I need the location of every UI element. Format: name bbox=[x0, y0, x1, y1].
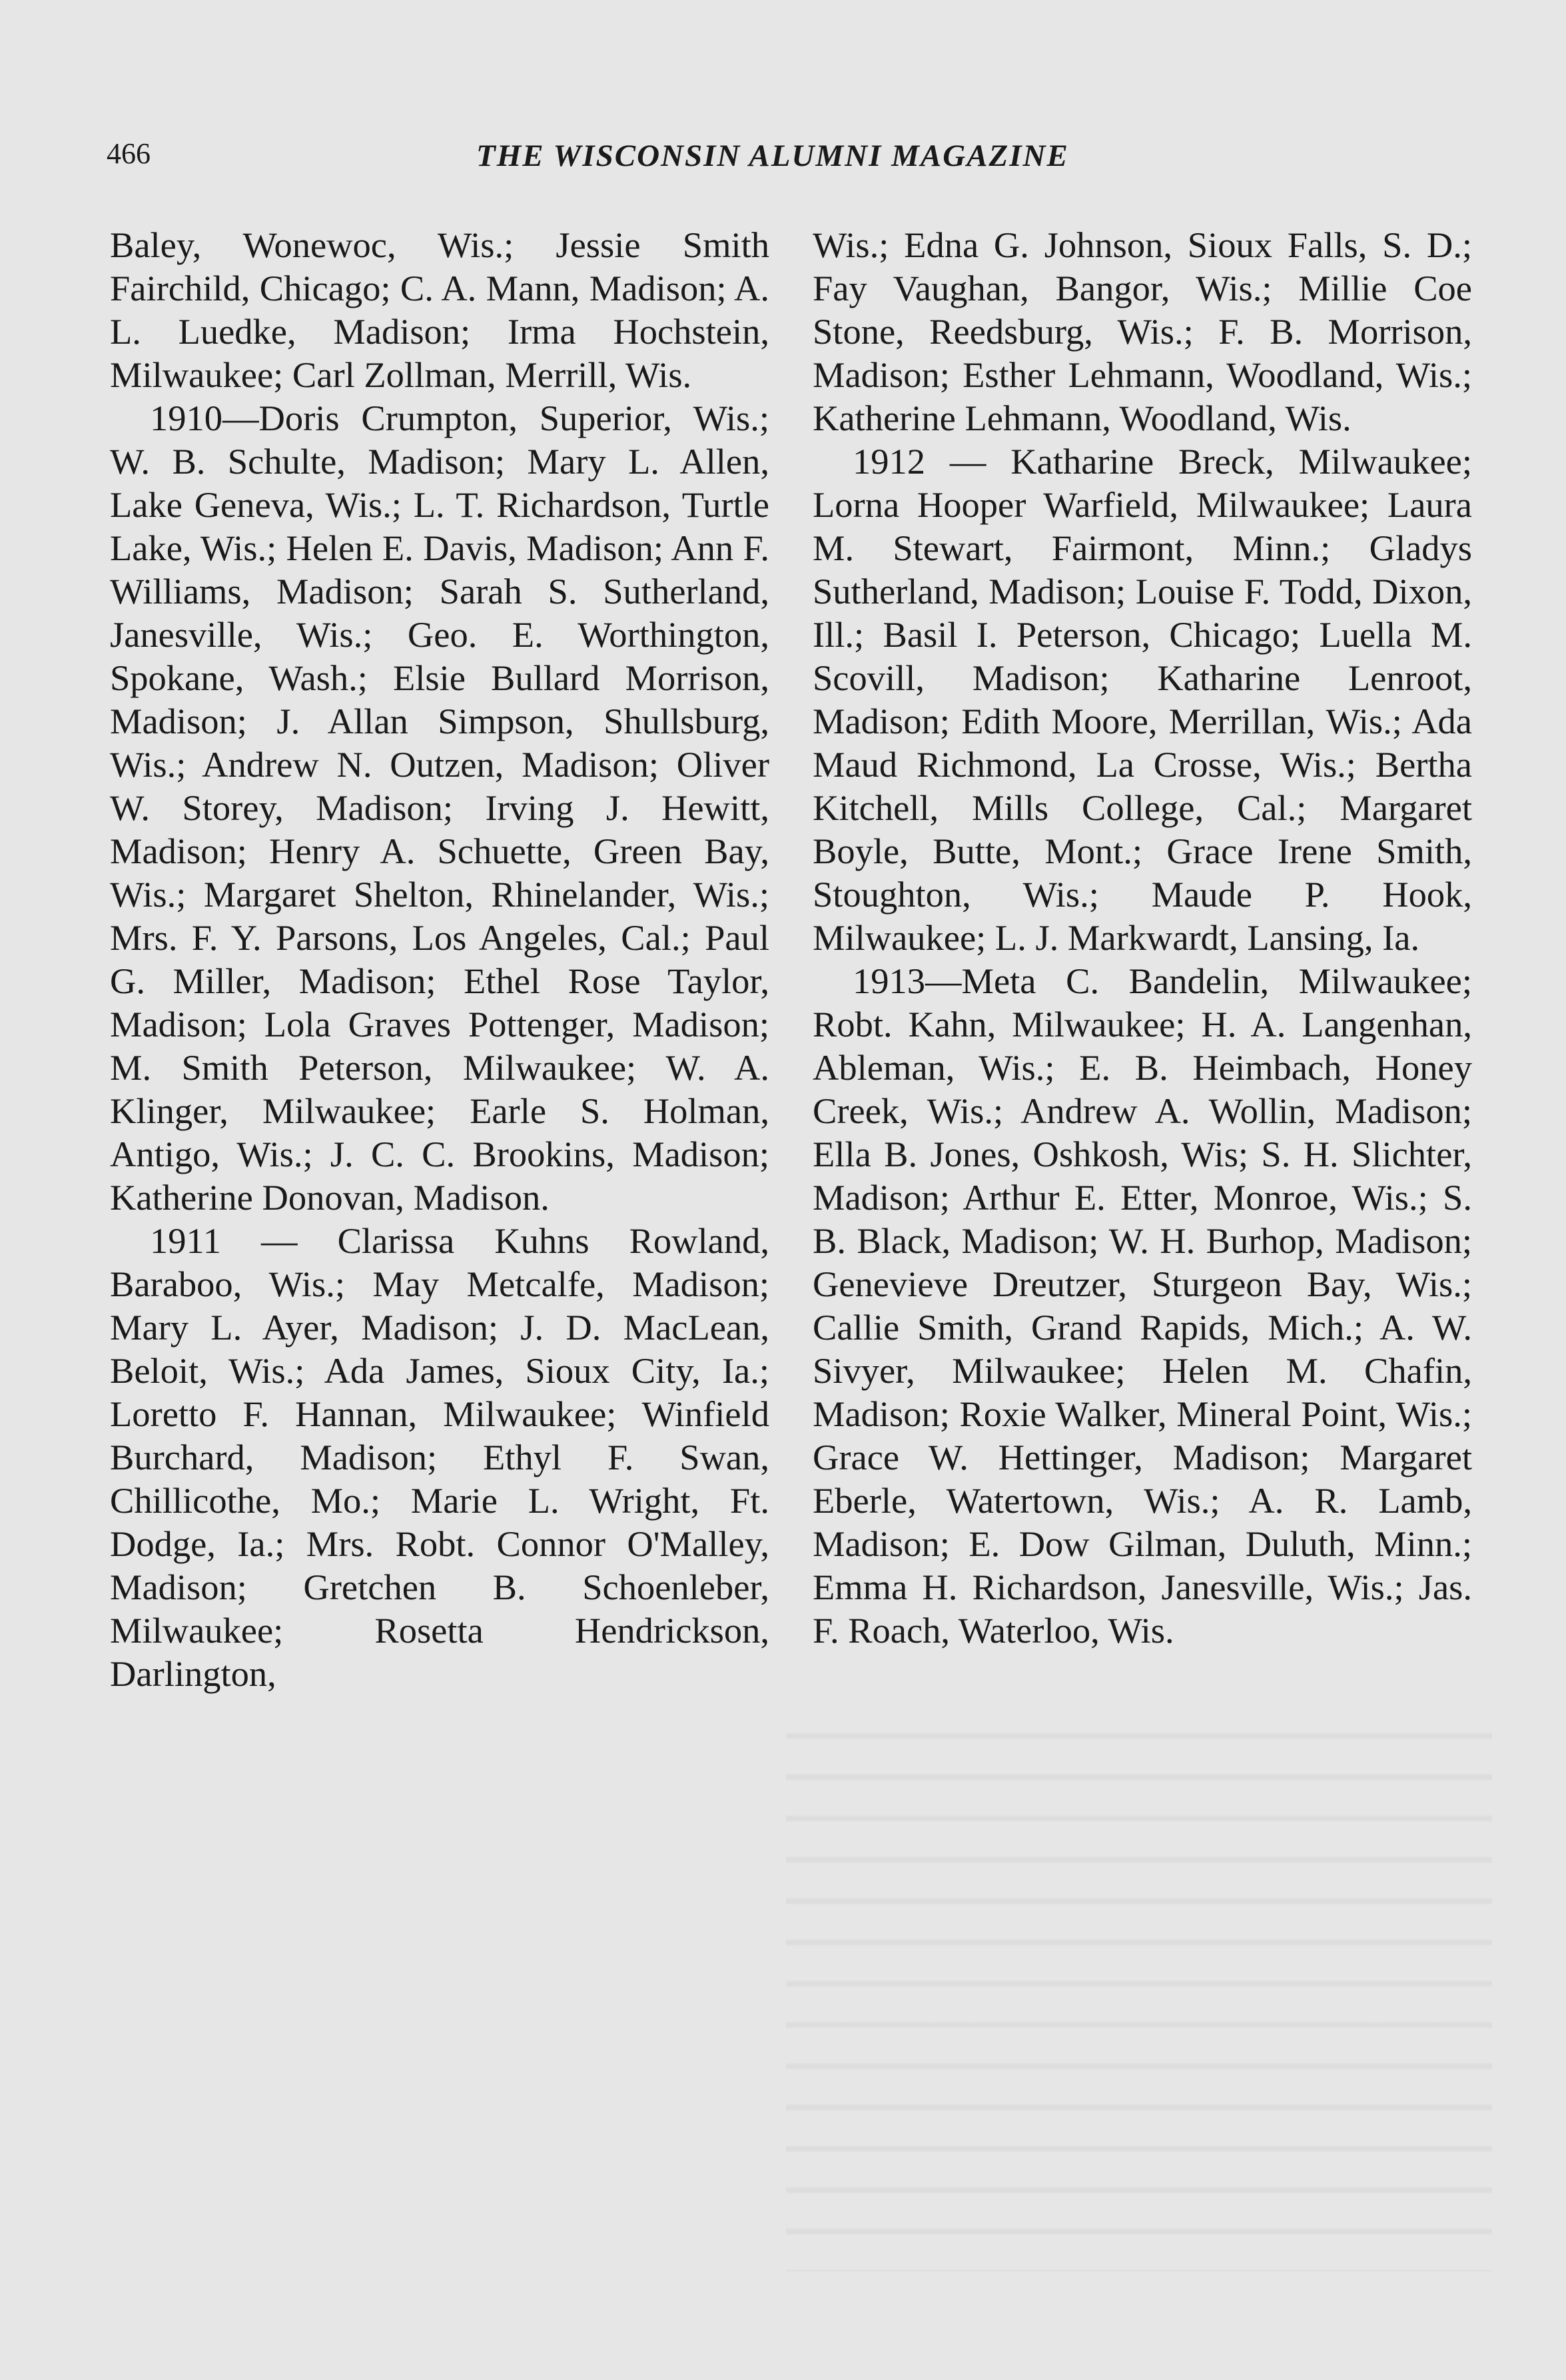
paragraph-class-1911: 1911 — Clarissa Kuhns Rowland, Baraboo, Wis.; May Metcalfe, Madison; Mary L. Ayer, Madison; J. D. MacLean, Beloit, Wis.; Ada James, Sioux City, Ia.; Loretto F. Hannan, Milwaukee; Winfield Burchard, Madison; Ethyl F. Swan, Chillicothe, Mo.; Marie L. Wright, Ft. Dodge, Ia.; Mrs. Robt. Connor O'Malley, Madison; Gretchen B. Schoenleber, Milwaukee; Rosetta Hendrickson, Darlington, bbox=[110, 1220, 769, 1694]
paragraph-class-1913: 1913—Meta C. Bandelin, Milwaukee; Robt. Kahn, Milwaukee; H. A. Langenhan, Ableman, Wis.; E. B. Heimbach, Honey Creek, Wis.; Andrew A. Wollin, Madison; Ella B. Jones, Oshkosh, Wis; S. H. Slichter, Madison; Arthur E. Etter, Monroe, Wis.; S. B. Black, Madison; W. H. Burhop, Madison; Genevieve Dreutzer, Sturgeon Bay, Wis.; Callie Smith, Grand Rapids, Mich.; A. W. Sivyer, Milwaukee; Helen M. Chafin, Madison; Roxie Walker, Mineral Point, Wis.; Grace W. Hettinger, Madison; Margaret Eberle, Watertown, Wis.; A. R. Lamb, Madison; E. Dow Gilman, Duluth, Minn.; Emma H. Richardson, Janesville, Wis.; Jas. F. Roach, Waterloo, Wis. bbox=[813, 961, 1472, 1651]
paragraph-continuation-left: Baley, Wonewoc, Wis.; Jessie Smith Fairchild, Chicago; C. A. Mann, Madison; A. L. Luedke, Madison; Irma Hochstein, Milwaukee; Carl Zollman, Merrill, Wis. bbox=[110, 224, 769, 395]
paragraph-class-1912: 1912 — Katharine Breck, Milwaukee; Lorna Hooper Warfield, Milwaukee; Laura M. Stewart, Fairmont, Minn.; Gladys Sutherland, Madison; Louise F. Todd, Dixon, Ill.; Basil I. Peterson, Chicago; Luella M. Scovill, Madison; Katharine Lenroot, Madison; Edith Moore, Merrillan, Wis.; Ada Maud Richmond, La Crosse, Wis.; Bertha Kitchell, Mills College, Cal.; Margaret Boyle, Butte, Mont.; Grace Irene Smith, Stoughton, Wis.; Maude P. Hook, Milwaukee; L. J. Markwardt, Lansing, Ia. bbox=[813, 441, 1472, 958]
left-column bbox=[110, 223, 769, 1695]
page-number: 466 bbox=[107, 137, 151, 170]
right-column bbox=[813, 223, 1472, 1652]
page-header bbox=[107, 137, 1479, 190]
show-through-texture bbox=[786, 1705, 1492, 2271]
paragraph-class-1910: 1910—Doris Crumpton, Superior, Wis.; W. B. Schulte, Madison; Mary L. Allen, Lake Geneva, Wis.; L. T. Richardson, Turtle Lake, Wis.; Helen E. Davis, Madison; Ann F. Williams, Madison; Sarah S. Sutherland, Janesville, Wis.; Geo. E. Worthington, Spokane, Wash.; Elsie Bullard Morrison, Madison; J. Allan Simpson, Shullsburg, Wis.; Andrew N. Outzen, Madison; Oliver W. Storey, Madison; Irving J. Hewitt, Madison; Henry A. Schuette, Green Bay, Wis.; Margaret Shelton, Rhinelander, Wis.; Mrs. F. Y. Parsons, Los Angeles, Cal.; Paul G. Miller, Madison; Ethel Rose Taylor, Madison; Lola Graves Pottenger, Madison; M. Smith Peterson, Milwaukee; W. A. Klinger, Milwaukee; Earle S. Holman, Antigo, Wis.; J. C. C. Brookins, Madison; Katherine Donovan, Madison. bbox=[110, 398, 769, 1218]
running-title: THE WISCONSIN ALUMNI MAGAZINE bbox=[476, 139, 1069, 173]
paragraph-continuation-right: Wis.; Edna G. Johnson, Sioux Falls, S. D.; Fay Vaughan, Bangor, Wis.; Millie Coe Stone, Reedsburg, Wis.; F. B. Morrison, Madison; Esther Lehmann, Woodland, Wis.; Katherine Lehmann, Woodland, Wis. bbox=[813, 224, 1472, 438]
